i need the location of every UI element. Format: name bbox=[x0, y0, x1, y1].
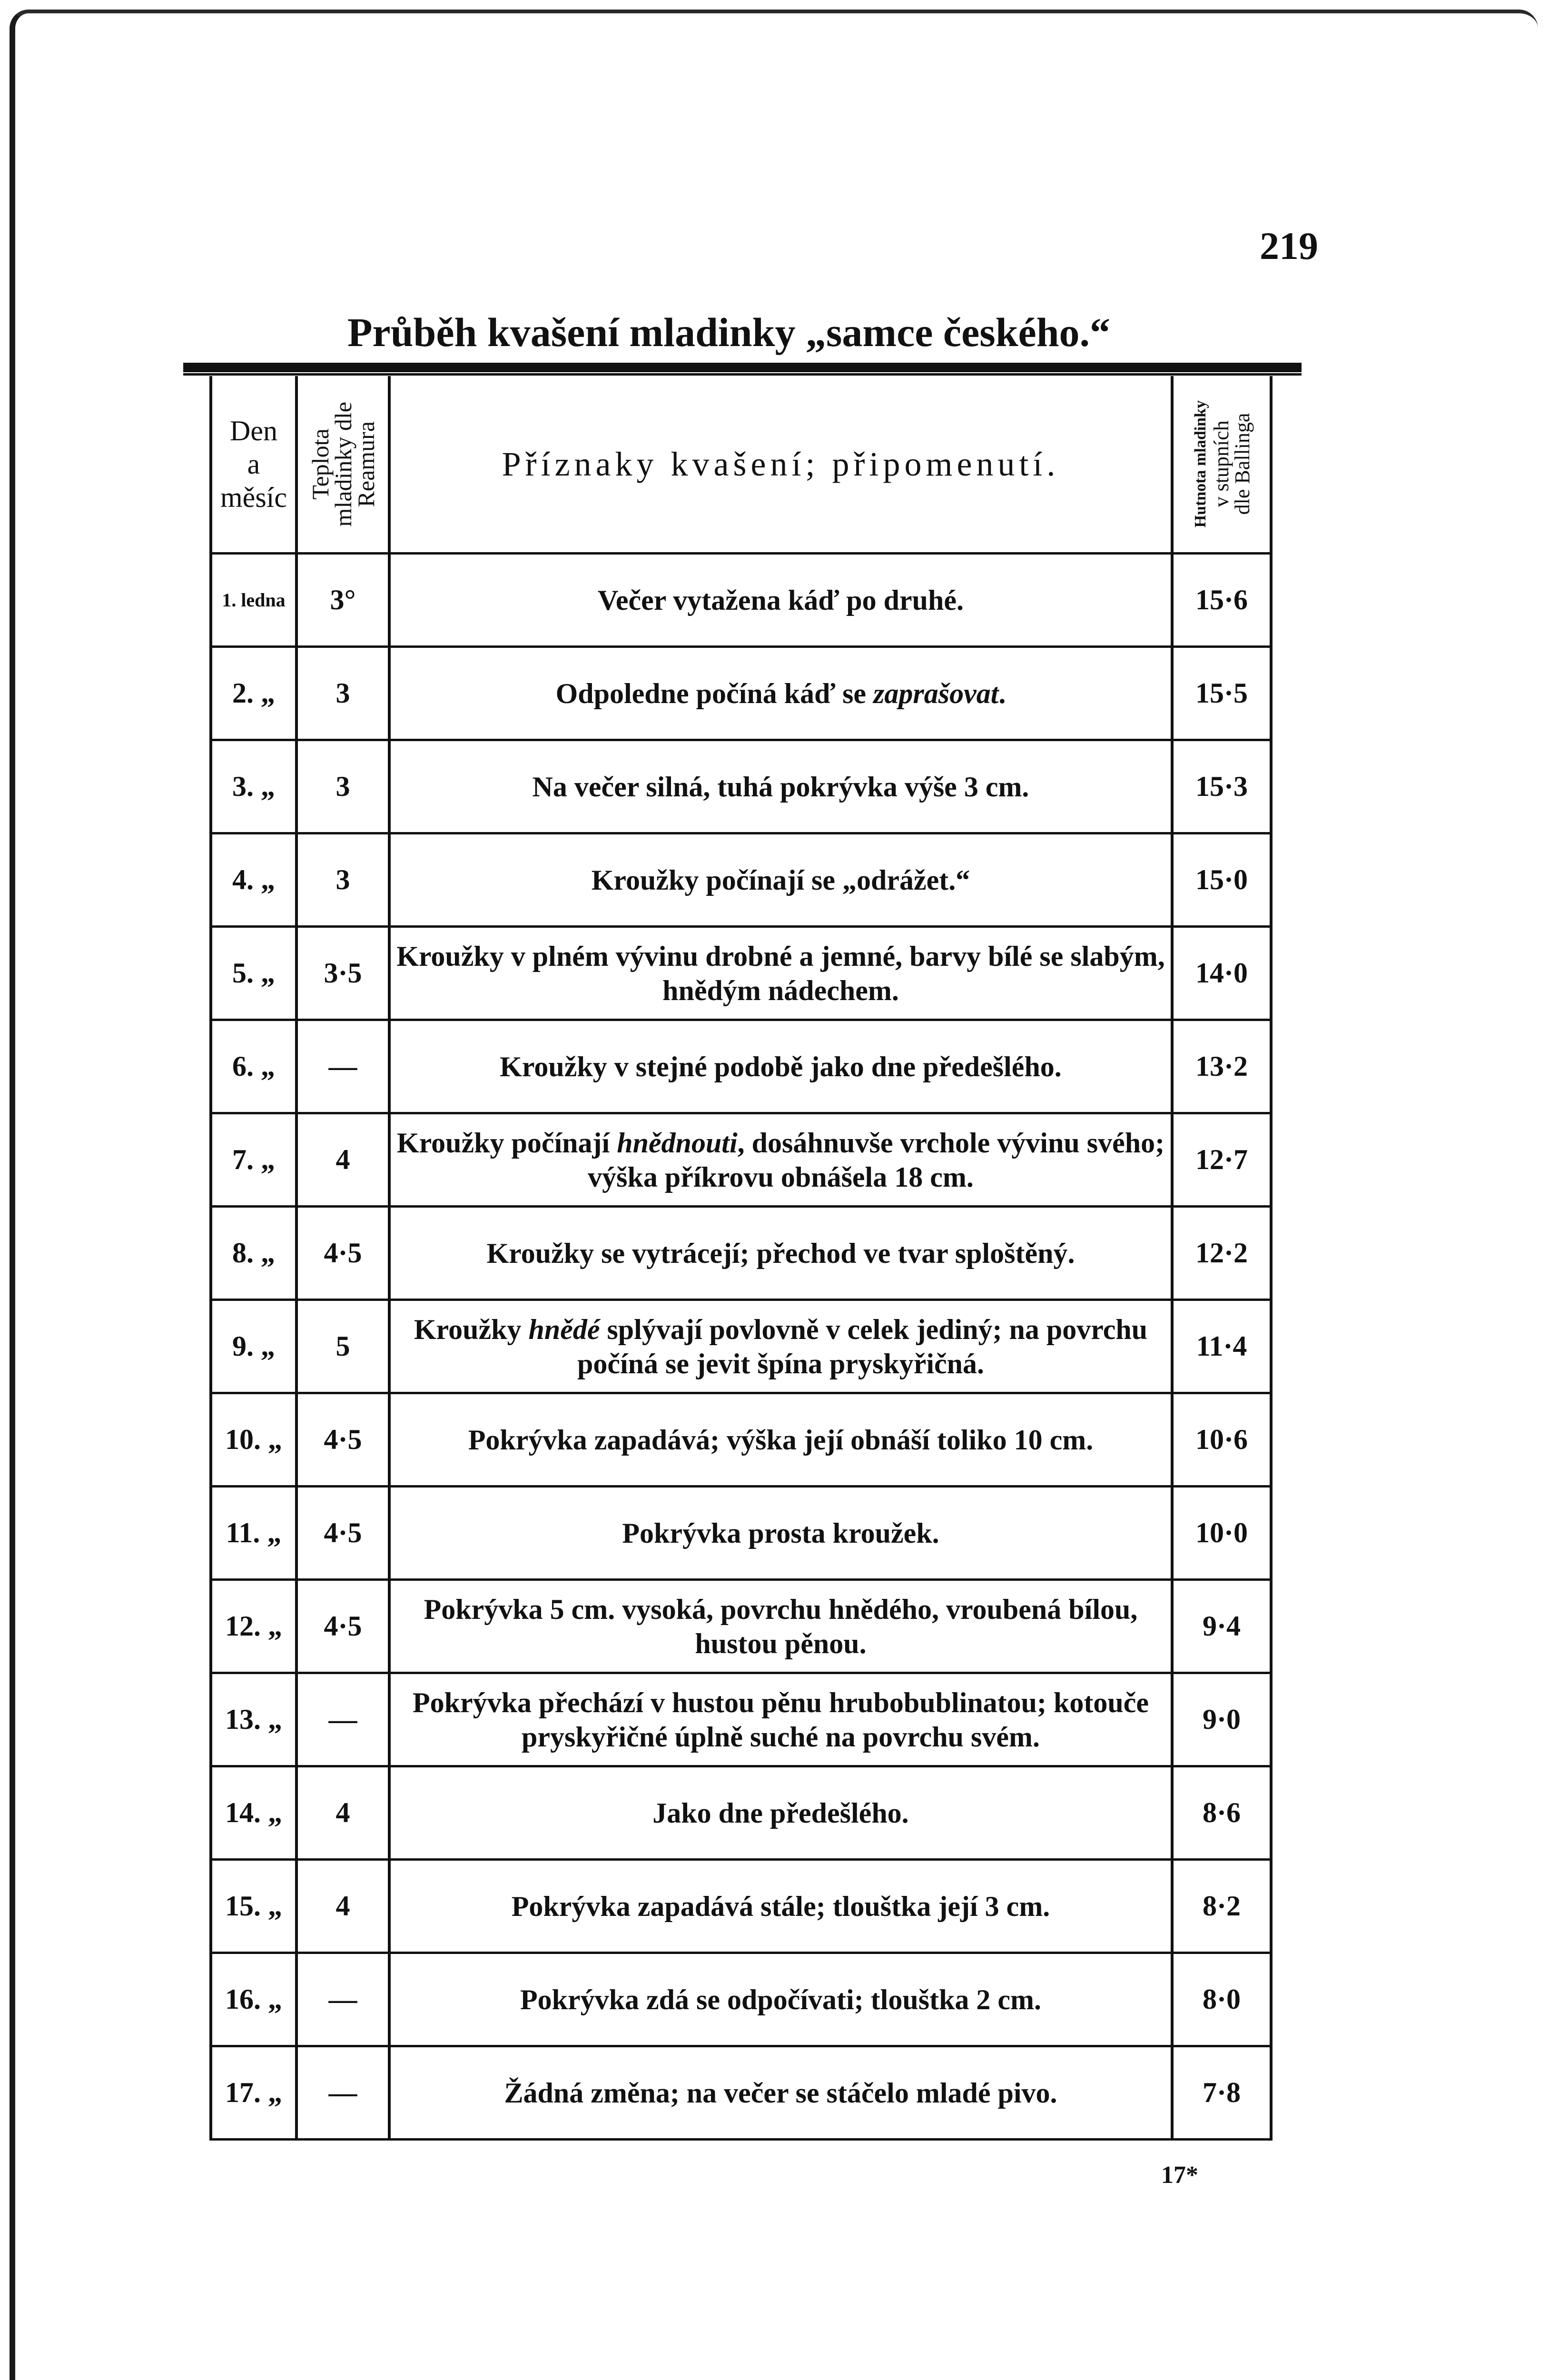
row-note: Pokrývka zdá se odpočívati; tlouštka 2 cm. bbox=[389, 1953, 1172, 2046]
header-sacch-line3: dle Ballinga bbox=[1231, 413, 1254, 515]
table-row bbox=[211, 1393, 1271, 1487]
header-day-line1: Den bbox=[230, 415, 277, 446]
header-temperature bbox=[296, 376, 389, 554]
table-row bbox=[211, 1207, 1271, 1300]
header-temp-line3: Reamura bbox=[352, 421, 379, 507]
row-saccharometer: 12·7 bbox=[1172, 1113, 1271, 1207]
row-day: 15. „ bbox=[211, 1860, 296, 1953]
header-saccharometer bbox=[1172, 376, 1271, 554]
row-note bbox=[389, 1113, 1172, 1207]
row-day: 10. „ bbox=[211, 1393, 296, 1487]
table-row bbox=[211, 2046, 1271, 2140]
row-note: Večer vytažena káď po druhé. bbox=[389, 554, 1172, 647]
table-row bbox=[211, 833, 1271, 927]
row-note: Pokrývka zapadává; výška její obnáší toliko 10 cm. bbox=[389, 1393, 1172, 1487]
table-row bbox=[211, 1673, 1271, 1766]
row-day: 13. „ bbox=[211, 1673, 296, 1766]
row-saccharometer: 8·0 bbox=[1172, 1953, 1271, 2046]
title-rule bbox=[183, 363, 1302, 372]
header-row bbox=[211, 376, 1271, 554]
row-temperature: 3 bbox=[296, 740, 389, 833]
row-note: Kroužky v plném vývinu drobné a jemné, barvy bílé se slabým, hnědým nádechem. bbox=[389, 927, 1172, 1020]
row-note: Kroužky počínají se „odrážet.“ bbox=[389, 833, 1172, 927]
header-day-line2: a bbox=[247, 448, 260, 480]
row-day: 4. „ bbox=[211, 833, 296, 927]
table-row bbox=[211, 647, 1271, 740]
table-row bbox=[211, 740, 1271, 833]
row-saccharometer: 7·8 bbox=[1172, 2046, 1271, 2140]
row-note: Pokrývka 5 cm. vysoká, povrchu hnědého, vroubená bílou, hustou pěnou. bbox=[389, 1580, 1172, 1673]
row-temperature: — bbox=[296, 1020, 389, 1113]
row-temperature: 4 bbox=[296, 1860, 389, 1953]
row-day: 2. „ bbox=[211, 647, 296, 740]
row-temperature: 3·5 bbox=[296, 927, 389, 1020]
row-day: 7. „ bbox=[211, 1113, 296, 1207]
table-row bbox=[211, 554, 1271, 647]
row-saccharometer: 13·2 bbox=[1172, 1020, 1271, 1113]
table-row bbox=[211, 1766, 1271, 1860]
row-temperature: 4·5 bbox=[296, 1580, 389, 1673]
row-saccharometer: 8·2 bbox=[1172, 1860, 1271, 1953]
table-row bbox=[211, 1020, 1271, 1113]
row-day: 14. „ bbox=[211, 1766, 296, 1860]
row-temperature: 3° bbox=[296, 554, 389, 647]
row-day: 6. „ bbox=[211, 1020, 296, 1113]
row-temperature: 4 bbox=[296, 1113, 389, 1207]
table-row bbox=[211, 1860, 1271, 1953]
row-saccharometer: 10·0 bbox=[1172, 1487, 1271, 1580]
row-note: Pokrývka zapadává stále; tlouštka její 3 cm. bbox=[389, 1860, 1172, 1953]
title-rule-thin bbox=[183, 373, 1302, 376]
header-temp-line2: mladinky dle bbox=[329, 401, 356, 527]
header-day bbox=[211, 376, 296, 554]
row-note-text: Odpoledne počíná káď se bbox=[555, 677, 874, 709]
row-note-text: Kroužky bbox=[414, 1313, 529, 1345]
row-note-text: Kroužky počínají bbox=[396, 1127, 617, 1159]
row-temperature: — bbox=[296, 1953, 389, 2046]
row-saccharometer: 12·2 bbox=[1172, 1207, 1271, 1300]
row-note-text: . bbox=[998, 677, 1006, 709]
row-note: Kroužky se vytrácejí; přechod ve tvar sploštěný. bbox=[389, 1207, 1172, 1300]
table-row bbox=[211, 1487, 1271, 1580]
row-note-text: , dosáhnuvše vrchole vývinu svého; výška příkrovu obnášela 18 cm. bbox=[588, 1127, 1165, 1193]
row-saccharometer: 8·6 bbox=[1172, 1766, 1271, 1860]
row-temperature: 4·5 bbox=[296, 1487, 389, 1580]
row-temperature: 3 bbox=[296, 647, 389, 740]
table-row bbox=[211, 927, 1271, 1020]
row-temperature: 4·5 bbox=[296, 1207, 389, 1300]
row-note: Jako dne předešlého. bbox=[389, 1766, 1172, 1860]
page-title: Průběh kvašení mladinky „samce českého.“ bbox=[347, 309, 1111, 355]
header-sacch-line1: Hutnota mladinky bbox=[1192, 400, 1209, 528]
row-note-italic: hnědé bbox=[528, 1313, 600, 1345]
table-row bbox=[211, 1113, 1271, 1207]
row-temperature: — bbox=[296, 1673, 389, 1766]
row-temperature: 5 bbox=[296, 1300, 389, 1393]
row-saccharometer: 15·0 bbox=[1172, 833, 1271, 927]
row-day: 9. „ bbox=[211, 1300, 296, 1393]
row-saccharometer: 10·6 bbox=[1172, 1393, 1271, 1487]
row-note-text: splývají povlovně v celek jediný; na povrchu počíná se jevit špína pryskyřičná. bbox=[577, 1313, 1148, 1379]
signature-mark: 17* bbox=[1161, 2162, 1198, 2189]
row-day: 12. „ bbox=[211, 1580, 296, 1673]
row-day: 8. „ bbox=[211, 1207, 296, 1300]
row-note: Pokrývka prosta kroužek. bbox=[389, 1487, 1172, 1580]
row-temperature: 4 bbox=[296, 1766, 389, 1860]
table-row bbox=[211, 1300, 1271, 1393]
row-note: Pokrývka přechází v hustou pěnu hrubobublinatou; kotouče pryskyřičné úplně suché na povrchu svém. bbox=[389, 1673, 1172, 1766]
row-note: Žádná změna; na večer se stáčelo mladé pivo. bbox=[389, 2046, 1172, 2140]
header-sacch-line2: v stupních bbox=[1210, 420, 1233, 508]
row-saccharometer: 14·0 bbox=[1172, 927, 1271, 1020]
table-row bbox=[211, 1953, 1271, 2046]
row-saccharometer: 11·4 bbox=[1172, 1300, 1271, 1393]
page-number: 219 bbox=[1260, 224, 1318, 268]
row-saccharometer: 15·6 bbox=[1172, 554, 1271, 647]
row-saccharometer: 15·3 bbox=[1172, 740, 1271, 833]
row-day: 1. ledna bbox=[211, 554, 296, 647]
row-day: 3. „ bbox=[211, 740, 296, 833]
row-temperature: 4·5 bbox=[296, 1393, 389, 1487]
row-saccharometer: 15·5 bbox=[1172, 647, 1271, 740]
table-row bbox=[211, 1580, 1271, 1673]
row-temperature: 3 bbox=[296, 833, 389, 927]
row-day: 16. „ bbox=[211, 1953, 296, 2046]
row-note: Na večer silná, tuhá pokrývka výše 3 cm. bbox=[389, 740, 1172, 833]
fermentation-table bbox=[209, 376, 1273, 2141]
row-saccharometer: 9·0 bbox=[1172, 1673, 1271, 1766]
row-note: Kroužky v stejné podobě jako dne předešlého. bbox=[389, 1020, 1172, 1113]
row-note-italic: hnědnouti bbox=[617, 1127, 738, 1159]
row-day: 5. „ bbox=[211, 927, 296, 1020]
row-temperature: — bbox=[296, 2046, 389, 2140]
header-day-line3: měsíc bbox=[220, 482, 287, 513]
row-day: 11. „ bbox=[211, 1487, 296, 1580]
row-day: 17. „ bbox=[211, 2046, 296, 2140]
row-note bbox=[389, 647, 1172, 740]
row-saccharometer: 9·4 bbox=[1172, 1580, 1271, 1673]
header-notes: Příznaky kvašení; připomenutí. bbox=[389, 376, 1172, 554]
row-note-italic: zaprašovat bbox=[873, 677, 999, 709]
header-temp-line1: Teplota bbox=[306, 428, 334, 500]
row-note bbox=[389, 1300, 1172, 1393]
